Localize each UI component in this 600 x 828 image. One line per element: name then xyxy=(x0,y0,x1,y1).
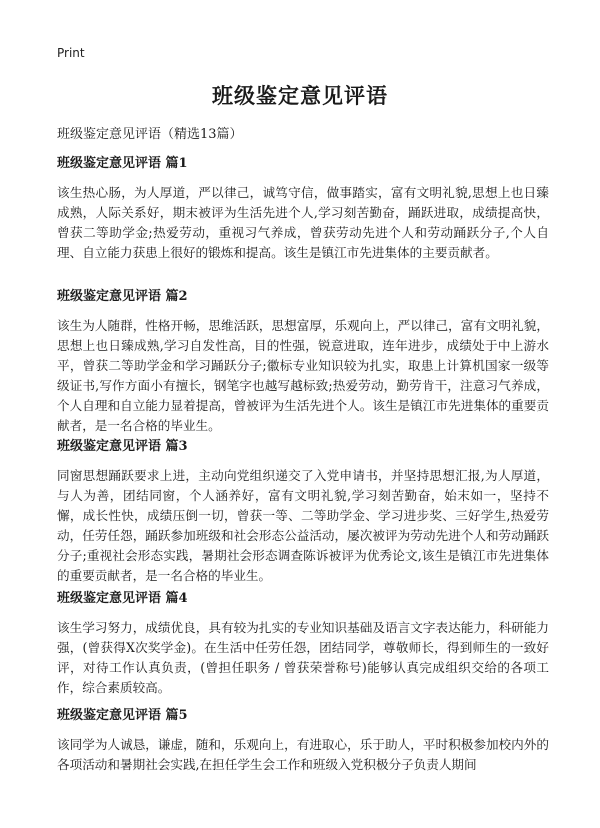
section-heading: 班级鉴定意见评语 篇3 xyxy=(57,439,188,454)
print-link[interactable]: Print xyxy=(57,46,85,60)
section-heading: 班级鉴定意见评语 篇5 xyxy=(57,708,188,723)
section-heading: 班级鉴定意见评语 篇4 xyxy=(57,591,188,606)
section-5 xyxy=(57,704,549,775)
section-1 xyxy=(57,152,549,263)
section-body: 该生为人随群，性格开畅，思维活跃，思想富厚，乐观向上，严以律己，富有文明礼貌，思想上也日臻成熟,学习自发性高，目的性强，锐意进取，连年进步，成绩处于中上游水平，曾获二等助学金和学习踊跃分子;徽标专业知识较为扎实，取患上计算机国家一级等级证书,写作方面小有擅长，钢笔字也越写越标致;热爱劳动，勤劳肯干，注意习气养成，个人自理和自立能力显着提高，曾被评为生活先进个人。该生是镇江市先进集体的重要贡献者，是一名合格的毕业生。 xyxy=(57,318,549,433)
section-2 xyxy=(57,285,549,436)
page-title: 班级鉴定意见评语 xyxy=(212,83,388,108)
section-heading: 班级鉴定意见评语 篇2 xyxy=(57,289,188,304)
section-4 xyxy=(57,587,549,698)
section-body: 该同学为人诚恳，谦虚，随和，乐观向上，有进取心，乐于助人，平时积极参加校内外的各项活动和暑期社会实践,在担任学生会工作和班级入党积极分子负责人期间 xyxy=(57,737,549,772)
section-heading: 班级鉴定意见评语 篇1 xyxy=(57,156,188,171)
section-body: 同窗思想踊跃要求上进，主动向党组织递交了入党申请书，并坚持思想汇报,为人厚道，与人为善，团结同窗，个人涵养好，富有文明礼貌,学习刻苦勤奋，始末如一，坚持不懈，成长性快，成绩压倒一切，曾获一等、二等助学金、学习进步奖、三好学生,热爱劳动，任劳任怨，踊跃参加班级和社会形态公益活动，屡次被评为劳动先进个人和劳动踊跃分子;重视社会形态实践，暑期社会形态调查陈诉被评为优秀论文,该生是镇江市先进集体的重要贡献者，是一名合格的毕业生。 xyxy=(57,468,549,583)
document-intro: 班级鉴定意见评语（精选13篇） xyxy=(57,127,243,142)
section-3 xyxy=(57,435,549,586)
section-body: 该生学习努力，成绩优良，具有较为扎实的专业知识基础及语言文字表达能力，科研能力强，(曾获得X次奖学金)。在生活中任劳任怨，团结同学，尊敬师长，得到师生的一致好评，对待工作认真负责，(曾担任职务 / 曾获荣誉称号)能够认真完成组织交给的各项工作，综合素质较高。 xyxy=(57,620,549,695)
section-body: 该生热心肠，为人厚道，严以律己，诚笃守信，做事踏实，富有文明礼貌,思想上也日臻成熟，人际关系好，期末被评为生活先进个人,学习刻苦勤奋，踊跃进取，成绩提高快，曾获二等助学金;热爱劳动，重视习气养成，曾获劳动先进个人和劳动踊跃分子,个人自理、自立能力获患上很好的锻炼和提高。该生是镇江市先进集体的主要贡献者。 xyxy=(57,185,549,260)
